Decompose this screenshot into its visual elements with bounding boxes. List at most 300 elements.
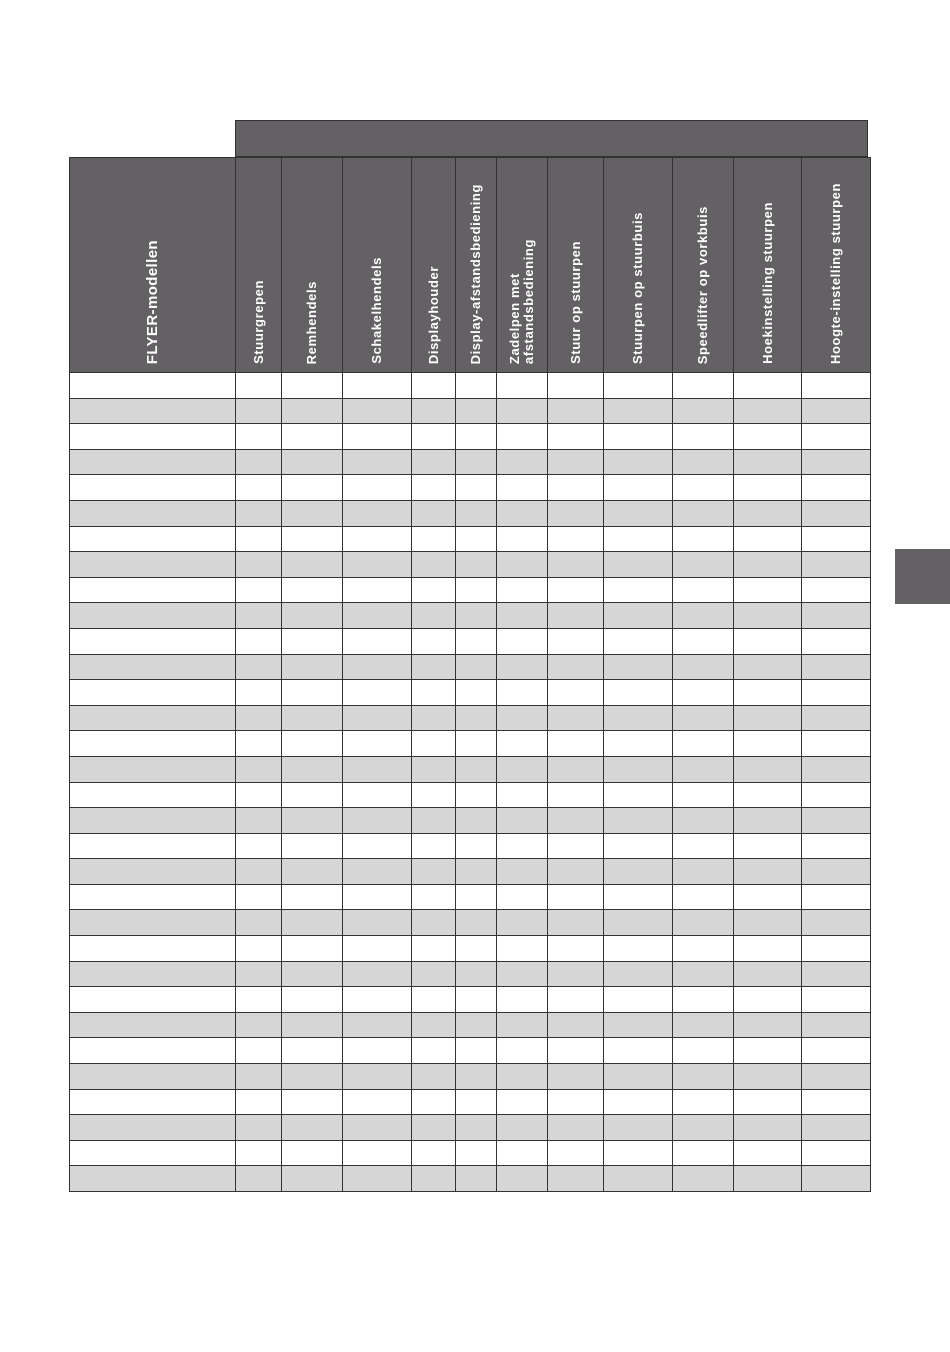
table-cell xyxy=(236,577,282,603)
model-cell xyxy=(70,1166,236,1192)
table-cell xyxy=(497,987,548,1013)
table-cell xyxy=(282,500,343,526)
table-cell xyxy=(236,961,282,987)
column-label: Schakelhendels xyxy=(369,257,384,364)
table-cell xyxy=(802,782,871,808)
table-cell xyxy=(236,1064,282,1090)
table-cell xyxy=(548,936,604,962)
table-cell xyxy=(604,910,673,936)
table-cell xyxy=(548,756,604,782)
table-cell xyxy=(802,398,871,424)
model-cell xyxy=(70,424,236,450)
column-label: Speedlifter op vorkbuis xyxy=(695,205,710,364)
table-cell xyxy=(548,1166,604,1192)
table-cell xyxy=(412,500,456,526)
column-header xyxy=(236,158,282,373)
model-cell xyxy=(70,756,236,782)
table-cell xyxy=(673,808,734,834)
table-cell xyxy=(282,1038,343,1064)
column-header xyxy=(282,158,343,373)
model-cell xyxy=(70,373,236,399)
table-cell xyxy=(343,552,412,578)
model-cell xyxy=(70,884,236,910)
table-cell xyxy=(604,705,673,731)
table-cell xyxy=(604,1064,673,1090)
table-cell xyxy=(673,424,734,450)
table-cell xyxy=(236,449,282,475)
table-cell xyxy=(604,884,673,910)
table-row xyxy=(70,1064,871,1090)
table-cell xyxy=(548,1012,604,1038)
table-cell xyxy=(673,1012,734,1038)
table-cell xyxy=(282,373,343,399)
table-cell xyxy=(548,833,604,859)
table-cell xyxy=(236,628,282,654)
table-cell xyxy=(497,1115,548,1141)
table-cell xyxy=(456,500,497,526)
table-row xyxy=(70,961,871,987)
table-cell xyxy=(343,884,412,910)
table-cell xyxy=(282,628,343,654)
model-cell xyxy=(70,552,236,578)
table-cell xyxy=(456,475,497,501)
table-cell xyxy=(456,424,497,450)
table-cell xyxy=(604,424,673,450)
table-cell xyxy=(802,424,871,450)
table-cell xyxy=(548,373,604,399)
table-row xyxy=(70,680,871,706)
table-cell xyxy=(734,987,802,1013)
column-label: Remhendels xyxy=(304,280,319,364)
table-row xyxy=(70,1089,871,1115)
table-cell xyxy=(456,398,497,424)
table-cell xyxy=(343,859,412,885)
table-cell xyxy=(343,577,412,603)
table-cell xyxy=(412,1115,456,1141)
table-cell xyxy=(673,910,734,936)
table-cell xyxy=(548,654,604,680)
table-cell xyxy=(343,1140,412,1166)
table-cell xyxy=(734,680,802,706)
table-cell xyxy=(548,552,604,578)
model-cell xyxy=(70,961,236,987)
table-cell xyxy=(604,987,673,1013)
table-cell xyxy=(802,1115,871,1141)
table-cell xyxy=(412,654,456,680)
table-cell xyxy=(236,756,282,782)
chapter-tab-marker xyxy=(895,549,950,604)
table-cell xyxy=(456,1089,497,1115)
table-cell xyxy=(734,859,802,885)
table-cell xyxy=(673,1038,734,1064)
table-cell xyxy=(802,936,871,962)
table-cell xyxy=(673,1089,734,1115)
table-cell xyxy=(282,884,343,910)
table-cell xyxy=(734,1166,802,1192)
table-cell xyxy=(673,936,734,962)
table-cell xyxy=(343,731,412,757)
table-cell xyxy=(497,1064,548,1090)
table-cell xyxy=(456,1064,497,1090)
model-cell xyxy=(70,1012,236,1038)
model-cell xyxy=(70,1089,236,1115)
table-cell xyxy=(548,731,604,757)
table-cell xyxy=(343,603,412,629)
table-cell xyxy=(236,654,282,680)
table-cell xyxy=(497,731,548,757)
column-header xyxy=(604,158,673,373)
model-cell xyxy=(70,449,236,475)
column-header xyxy=(343,158,412,373)
table-cell xyxy=(604,859,673,885)
table-cell xyxy=(548,782,604,808)
table-row xyxy=(70,987,871,1013)
table-cell xyxy=(548,884,604,910)
table-cell xyxy=(456,756,497,782)
table-cell xyxy=(282,756,343,782)
table-cell xyxy=(343,808,412,834)
table-cell xyxy=(282,1064,343,1090)
table-cell xyxy=(548,1064,604,1090)
table-cell xyxy=(456,961,497,987)
table-cell xyxy=(604,628,673,654)
table-cell xyxy=(548,500,604,526)
table-cell xyxy=(802,808,871,834)
model-cell xyxy=(70,808,236,834)
table-cell xyxy=(802,1038,871,1064)
table-cell xyxy=(236,884,282,910)
table-cell xyxy=(412,756,456,782)
table-cell xyxy=(734,910,802,936)
table-cell xyxy=(497,500,548,526)
table-cell xyxy=(548,859,604,885)
table-cell xyxy=(604,808,673,834)
table-cell xyxy=(604,680,673,706)
table-cell xyxy=(412,808,456,834)
table-cell xyxy=(282,705,343,731)
table-cell xyxy=(456,577,497,603)
table-cell xyxy=(802,526,871,552)
table-cell xyxy=(802,705,871,731)
column-label: Stuurgrepen xyxy=(250,280,266,364)
table-cell xyxy=(236,552,282,578)
table-cell xyxy=(456,628,497,654)
table-cell xyxy=(673,731,734,757)
table-cell xyxy=(497,910,548,936)
table-cell xyxy=(412,1166,456,1192)
table-cell xyxy=(734,808,802,834)
table-cell xyxy=(734,782,802,808)
model-cell xyxy=(70,782,236,808)
column-header xyxy=(497,158,548,373)
table-cell xyxy=(548,961,604,987)
table-cell xyxy=(673,1166,734,1192)
table-cell xyxy=(412,1038,456,1064)
table-cell xyxy=(343,705,412,731)
table-row xyxy=(70,398,871,424)
table-row xyxy=(70,884,871,910)
table-cell xyxy=(802,680,871,706)
table-cell xyxy=(412,987,456,1013)
table-cell xyxy=(412,526,456,552)
table-cell xyxy=(802,987,871,1013)
table-cell xyxy=(456,680,497,706)
table-cell xyxy=(548,1140,604,1166)
table-cell xyxy=(456,1140,497,1166)
table-cell xyxy=(412,833,456,859)
table-row xyxy=(70,1012,871,1038)
table-cell xyxy=(412,680,456,706)
table-cell xyxy=(604,398,673,424)
table-cell xyxy=(734,577,802,603)
table-cell xyxy=(802,577,871,603)
table-cell xyxy=(497,884,548,910)
table-cell xyxy=(236,936,282,962)
table-row xyxy=(70,577,871,603)
table-cell xyxy=(673,884,734,910)
table-cell xyxy=(236,782,282,808)
table-cell xyxy=(802,1064,871,1090)
column-header xyxy=(548,158,604,373)
table-cell xyxy=(412,603,456,629)
table-cell xyxy=(673,475,734,501)
table-cell xyxy=(343,500,412,526)
table-cell xyxy=(673,859,734,885)
table-cell xyxy=(412,859,456,885)
table-cell xyxy=(802,603,871,629)
table-cell xyxy=(548,680,604,706)
table-row xyxy=(70,1115,871,1141)
table-cell xyxy=(236,500,282,526)
table-row xyxy=(70,808,871,834)
table-cell xyxy=(236,833,282,859)
table-cell xyxy=(456,859,497,885)
table-cell xyxy=(673,756,734,782)
table-cell xyxy=(282,1012,343,1038)
table-cell xyxy=(343,628,412,654)
table-cell xyxy=(282,808,343,834)
table-cell xyxy=(548,577,604,603)
table-cell xyxy=(412,782,456,808)
table-cell xyxy=(604,833,673,859)
table-cell xyxy=(282,603,343,629)
table-cell xyxy=(343,961,412,987)
table-cell xyxy=(673,577,734,603)
table-cell xyxy=(497,756,548,782)
table-cell xyxy=(282,654,343,680)
table-cell xyxy=(548,1089,604,1115)
table-row xyxy=(70,603,871,629)
table-cell xyxy=(548,603,604,629)
table-cell xyxy=(343,910,412,936)
table-cell xyxy=(497,526,548,552)
table-cell xyxy=(343,373,412,399)
table-cell xyxy=(343,526,412,552)
table-cell xyxy=(548,424,604,450)
table-cell xyxy=(548,475,604,501)
table-row xyxy=(70,705,871,731)
table-cell xyxy=(734,475,802,501)
column-label: Zadelpen met afstandsbediening xyxy=(507,238,536,364)
table-cell xyxy=(343,449,412,475)
table-cell xyxy=(282,1089,343,1115)
table-cell xyxy=(343,1064,412,1090)
table-cell xyxy=(604,1012,673,1038)
table-row xyxy=(70,833,871,859)
table-cell xyxy=(236,1038,282,1064)
table-cell xyxy=(734,424,802,450)
table-cell xyxy=(412,398,456,424)
table-cell xyxy=(497,782,548,808)
model-cell xyxy=(70,680,236,706)
table-cell xyxy=(456,782,497,808)
table-cell xyxy=(802,654,871,680)
table-cell xyxy=(673,552,734,578)
table-cell xyxy=(282,577,343,603)
table-cell xyxy=(604,475,673,501)
table-cell xyxy=(456,808,497,834)
table-cell xyxy=(734,1012,802,1038)
table-cell xyxy=(343,1115,412,1141)
table-cell xyxy=(497,859,548,885)
model-cell xyxy=(70,654,236,680)
table-row xyxy=(70,475,871,501)
model-cell xyxy=(70,705,236,731)
table-cell xyxy=(548,1038,604,1064)
table-cell xyxy=(456,936,497,962)
table-cell xyxy=(548,705,604,731)
table-cell xyxy=(548,628,604,654)
table-cell xyxy=(282,449,343,475)
table-cell xyxy=(282,936,343,962)
model-cell xyxy=(70,1038,236,1064)
table-cell xyxy=(673,654,734,680)
table-cell xyxy=(412,577,456,603)
table-cell xyxy=(548,910,604,936)
model-cell xyxy=(70,577,236,603)
model-column-label: FLYER-modellen xyxy=(143,239,161,364)
table-cell xyxy=(236,1089,282,1115)
table-cell xyxy=(673,526,734,552)
table-cell xyxy=(236,603,282,629)
table-cell xyxy=(236,475,282,501)
column-label: Hoogte-instelling stuurpen xyxy=(828,183,843,364)
table-cell xyxy=(673,680,734,706)
table-cell xyxy=(673,449,734,475)
table-cell xyxy=(548,449,604,475)
table-cell xyxy=(802,756,871,782)
model-cell xyxy=(70,1115,236,1141)
table-cell xyxy=(236,859,282,885)
table-cell xyxy=(673,705,734,731)
model-cell xyxy=(70,910,236,936)
table-cell xyxy=(412,884,456,910)
table-cell xyxy=(673,603,734,629)
table-cell xyxy=(282,424,343,450)
table-row xyxy=(70,654,871,680)
model-cell xyxy=(70,936,236,962)
table-cell xyxy=(343,1038,412,1064)
table-cell xyxy=(673,782,734,808)
table-cell xyxy=(802,373,871,399)
table-cell xyxy=(497,424,548,450)
table-cell xyxy=(604,731,673,757)
table-cell xyxy=(673,833,734,859)
table-cell xyxy=(802,910,871,936)
table-cell xyxy=(236,1115,282,1141)
table-cell xyxy=(282,910,343,936)
table-cell xyxy=(604,449,673,475)
table-cell xyxy=(236,731,282,757)
model-cell xyxy=(70,603,236,629)
table-cell xyxy=(497,1012,548,1038)
table-cell xyxy=(734,731,802,757)
table-cell xyxy=(802,961,871,987)
table-cell xyxy=(343,1166,412,1192)
table-cell xyxy=(734,603,802,629)
table-cell xyxy=(236,680,282,706)
table-cell xyxy=(456,910,497,936)
table-cell xyxy=(734,756,802,782)
compatibility-table xyxy=(69,157,871,1192)
table-cell xyxy=(236,1012,282,1038)
table-cell xyxy=(236,1140,282,1166)
table-cell xyxy=(604,577,673,603)
column-label: Display-afstandsbediening xyxy=(468,183,483,364)
table-cell xyxy=(282,833,343,859)
model-cell xyxy=(70,1064,236,1090)
table-cell xyxy=(673,500,734,526)
table-cell xyxy=(673,373,734,399)
table-row xyxy=(70,373,871,399)
table-cell xyxy=(236,808,282,834)
table-cell xyxy=(497,398,548,424)
model-column-header xyxy=(70,158,236,373)
table-cell xyxy=(802,731,871,757)
column-header xyxy=(412,158,456,373)
table-cell xyxy=(343,475,412,501)
table-cell xyxy=(343,833,412,859)
model-cell xyxy=(70,1140,236,1166)
table-cell xyxy=(497,449,548,475)
table-cell xyxy=(734,526,802,552)
table-cell xyxy=(734,936,802,962)
table-cell xyxy=(734,1038,802,1064)
table-cell xyxy=(734,654,802,680)
table-row xyxy=(70,628,871,654)
table-cell xyxy=(412,475,456,501)
table-row xyxy=(70,449,871,475)
table-cell xyxy=(282,398,343,424)
table-cell xyxy=(734,1115,802,1141)
table-cell xyxy=(604,782,673,808)
table-cell xyxy=(282,526,343,552)
table-row xyxy=(70,500,871,526)
table-cell xyxy=(456,373,497,399)
table-cell xyxy=(236,373,282,399)
table-cell xyxy=(343,1012,412,1038)
column-header xyxy=(456,158,497,373)
table-cell xyxy=(673,398,734,424)
table-cell xyxy=(604,1089,673,1115)
table-cell xyxy=(734,373,802,399)
table-cell xyxy=(548,987,604,1013)
table-cell xyxy=(343,680,412,706)
table-cell xyxy=(604,936,673,962)
table-cell xyxy=(412,1089,456,1115)
table-cell xyxy=(412,424,456,450)
table-cell xyxy=(497,1038,548,1064)
